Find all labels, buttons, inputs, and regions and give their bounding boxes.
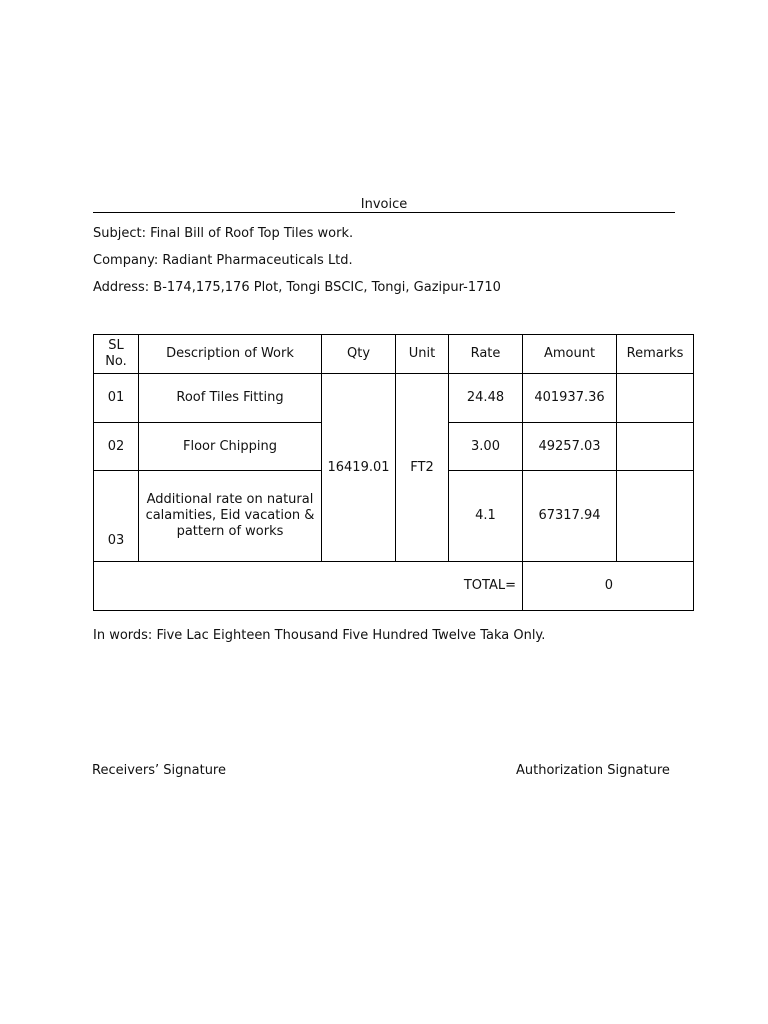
row-rate: 3.00 <box>449 423 523 471</box>
row-sl: 02 <box>94 423 139 471</box>
authorization-signature-label: Authorization Signature <box>516 763 670 778</box>
subject-line: Subject: Final Bill of Roof Top Tiles work. <box>93 226 354 241</box>
title-underline <box>93 212 675 213</box>
row-amount: 401937.36 <box>523 374 617 423</box>
row-rate: 24.48 <box>449 374 523 423</box>
row-amount: 67317.94 <box>523 471 617 562</box>
invoice-title: Invoice <box>360 197 408 212</box>
header-amount: Amount <box>523 335 617 374</box>
invoice-table <box>93 334 694 611</box>
row-description: Floor Chipping <box>139 423 322 471</box>
row-sl: 01 <box>94 374 139 423</box>
header-rate: Rate <box>449 335 523 374</box>
header-no-label: No. <box>105 354 127 369</box>
row-description: Roof Tiles Fitting <box>139 374 322 423</box>
header-unit: Unit <box>396 335 449 374</box>
address-line: Address: B-174,175,176 Plot, Tongi BSCIC, Tongi, Gazipur-1710 <box>93 280 501 295</box>
header-remarks: Remarks <box>617 335 694 374</box>
header-qty: Qty <box>322 335 396 374</box>
header-description: Description of Work <box>139 335 322 374</box>
header-sl-no <box>94 335 139 374</box>
row-remarks <box>617 374 694 423</box>
row-sl: 03 <box>94 471 139 562</box>
row-remarks <box>617 423 694 471</box>
row-description: Additional rate on natural calamities, Eid vacation & pattern of works <box>139 471 322 562</box>
total-row <box>94 562 694 611</box>
row-rate: 4.1 <box>449 471 523 562</box>
shared-unit-cell: FT2 <box>396 374 449 562</box>
total-value: 0 <box>523 562 694 611</box>
invoice-table-container <box>93 334 694 611</box>
total-label: TOTAL= <box>94 562 523 611</box>
company-line: Company: Radiant Pharmaceuticals Ltd. <box>93 253 353 268</box>
table-header-row <box>94 335 694 374</box>
row-remarks <box>617 471 694 562</box>
amount-in-words: In words: Five Lac Eighteen Thousand Five Hundred Twelve Taka Only. <box>93 628 546 643</box>
shared-qty-cell: 16419.01 <box>322 374 396 562</box>
receivers-signature-label: Receivers’ Signature <box>92 763 226 778</box>
row-amount: 49257.03 <box>523 423 617 471</box>
table-row <box>94 374 694 423</box>
header-sl-label: SL <box>108 338 124 353</box>
